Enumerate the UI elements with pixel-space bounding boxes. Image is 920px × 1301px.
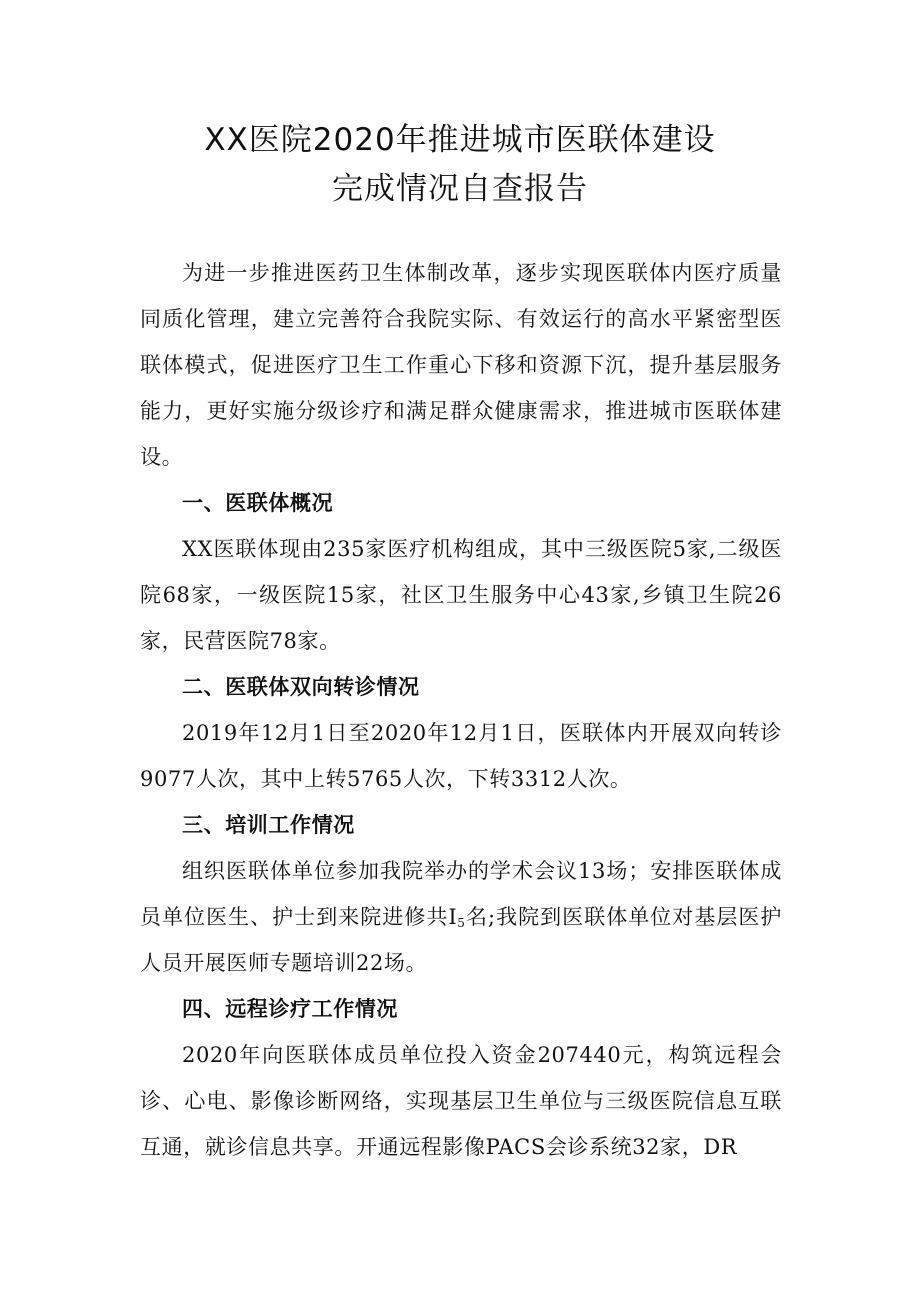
- document-title-line-1: XX医院2020年推进城市医联体建设: [204, 122, 716, 158]
- section-text-referral: 2019年12月1日至2020年12月1日，医联体内开展双向转诊9077人次，其中上转5765人次，下转3312人次。: [140, 721, 782, 791]
- training-subscript: 5: [457, 916, 466, 930]
- section-text-training: [140, 848, 782, 986]
- training-text-part-1: 组织医联体单位参加我院举办的学术会议13场；安排医联体成员单位医生、护士到来院进修共I: [140, 859, 782, 929]
- section-heading-referral: 二、医联体双向转诊情况: [182, 675, 420, 699]
- intro-paragraph: 为进一步推进医药卫生体制改革，逐步实现医联体内医疗质量同质化管理，建立完善符合我院实际、有效运行的高水平紧密型医联体模式，促进医疗卫生工作重心下移和资源下沉，提升基层服务能力，更好实施分级诊疗和满足群众健康需求，推进城市医联体建设。: [140, 261, 782, 469]
- section-heading-telemedicine: 四、远程诊疗工作情况: [182, 997, 398, 1021]
- training-text-part-2: 名;我院到医联体单位对基层医护人员开展医师专题培训22场。: [140, 905, 783, 975]
- section-heading-training: 三、培训工作情况: [182, 813, 355, 837]
- document-body: [140, 250, 782, 1170]
- document-title-line-2: 完成情况自查报告: [332, 171, 588, 207]
- section-heading-overview: 一、医联体概况: [182, 491, 334, 515]
- section-text-overview: XX医联体现由235家医疗机构组成，其中三级医院5家,二级医院68家，一级医院15家，社区卫生服务中心43家,乡镇卫生院26家，民营医院78家。: [140, 537, 782, 653]
- section-text-telemedicine: 2020年向医联体成员单位投入资金207440元，构筑远程会诊、心电、影像诊断网络，实现基层卫生单位与三级医院信息互联互通，就诊信息共享。开通远程影像PACS会诊系统32家，DR: [140, 1043, 782, 1159]
